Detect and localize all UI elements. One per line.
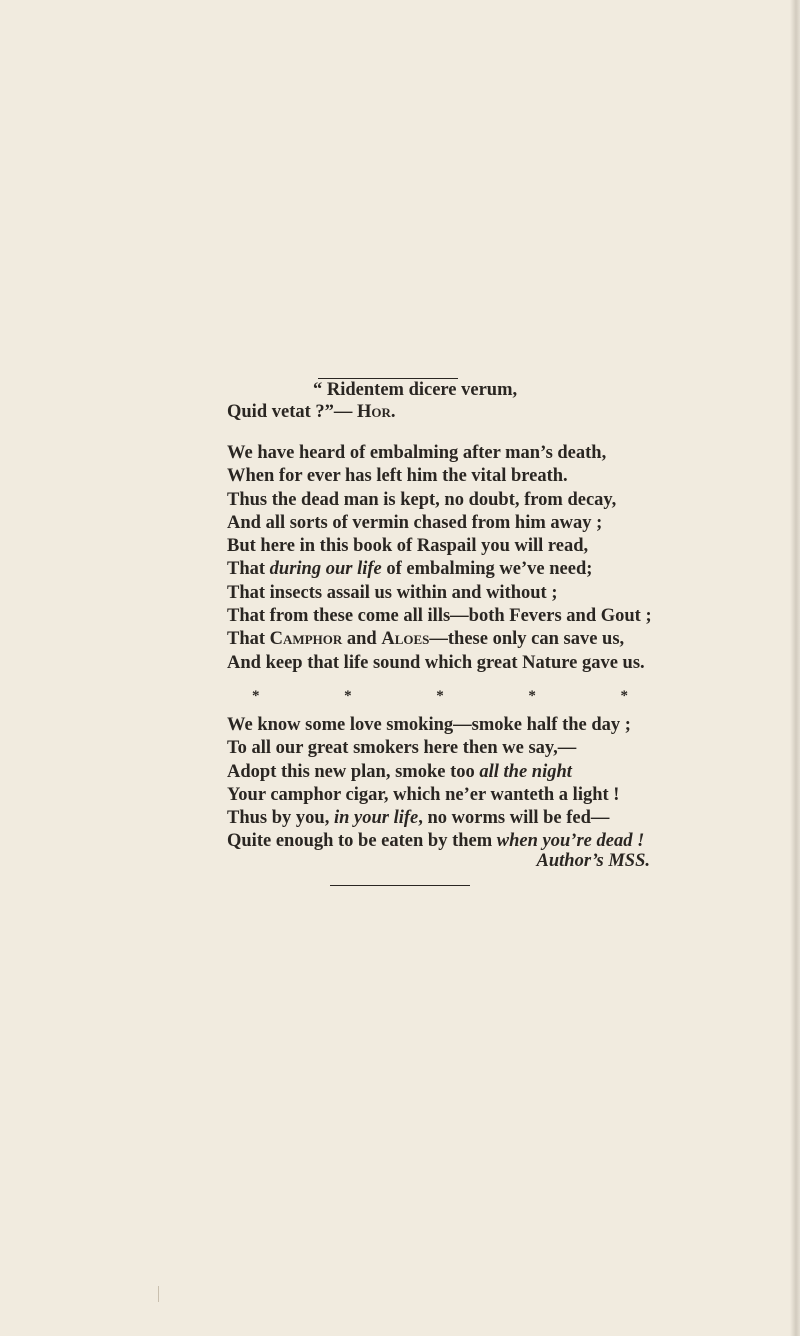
poem-line: To all our great smokers here then we say,—: [227, 738, 577, 759]
italic-phrase: in your life: [333, 808, 419, 829]
asterisk: *: [620, 688, 628, 704]
asterisk: *: [344, 688, 352, 704]
poem-line: [227, 807, 687, 830]
poem-line: And keep that life sound which great Nature gave us.: [227, 652, 645, 673]
line-text: of embalming we’ve need;: [381, 559, 593, 580]
epigraph-line-2-text: Quid vetat ?”—: [227, 402, 358, 422]
poem-line: That from these come all ills—both Fevers and Gout ;: [227, 606, 652, 627]
epigraph-line-1: “ Ridentem dicere verum,: [313, 380, 518, 400]
epigraph-line-2: [227, 402, 396, 423]
asterisk: *: [436, 688, 444, 704]
asterisk: *: [252, 688, 260, 704]
bottom-rule: [330, 885, 470, 886]
asterisk: *: [528, 688, 536, 704]
small-caps-camphor: Camphor: [269, 629, 343, 650]
poem-line: Your camphor cigar, which ne’er wanteth a light !: [227, 784, 620, 805]
poem-line: [227, 628, 687, 651]
asterisk-divider: [252, 688, 628, 705]
poem-line: And all sorts of vermin chased from him away ;: [227, 512, 603, 533]
line-text: That: [227, 629, 270, 650]
poem-line: When for ever has left him the vital breath.: [227, 466, 568, 487]
line-text: , no worms will be fed—: [418, 808, 610, 829]
italic-phrase: during our life: [269, 559, 382, 580]
poem-line: That insects assail us within and without ;: [227, 582, 558, 603]
poem-line: But here in this book of Raspail you will read,: [227, 536, 589, 557]
line-text: —these only can save us,: [429, 629, 625, 650]
poem-line: We know some love smoking—smoke half the day ;: [227, 715, 631, 735]
poem-stanza-2: [227, 714, 687, 854]
attribution: Author’s MSS.: [536, 851, 650, 871]
epigraph-author: Hor.: [357, 402, 396, 422]
poem-line: [227, 761, 687, 784]
poem-line: [227, 558, 687, 581]
italic-phrase: when you’re dead !: [496, 831, 645, 852]
italic-phrase: all the night: [479, 761, 572, 782]
poem-line: Thus the dead man is kept, no doubt, from decay,: [227, 489, 617, 510]
page-blemish: [158, 1286, 159, 1302]
line-text: Thus by you,: [227, 808, 334, 829]
line-text: and: [342, 629, 382, 650]
poem-stanza-1: [227, 442, 687, 675]
poem-line: We have heard of embalming after man’s death,: [227, 443, 607, 463]
line-text: That: [227, 559, 270, 580]
line-text: Adopt this new plan, smoke too: [227, 761, 480, 782]
line-text: Quite enough to be eaten by them: [227, 831, 497, 852]
small-caps-aloes: Aloes: [381, 629, 430, 650]
top-rule: [318, 378, 458, 379]
